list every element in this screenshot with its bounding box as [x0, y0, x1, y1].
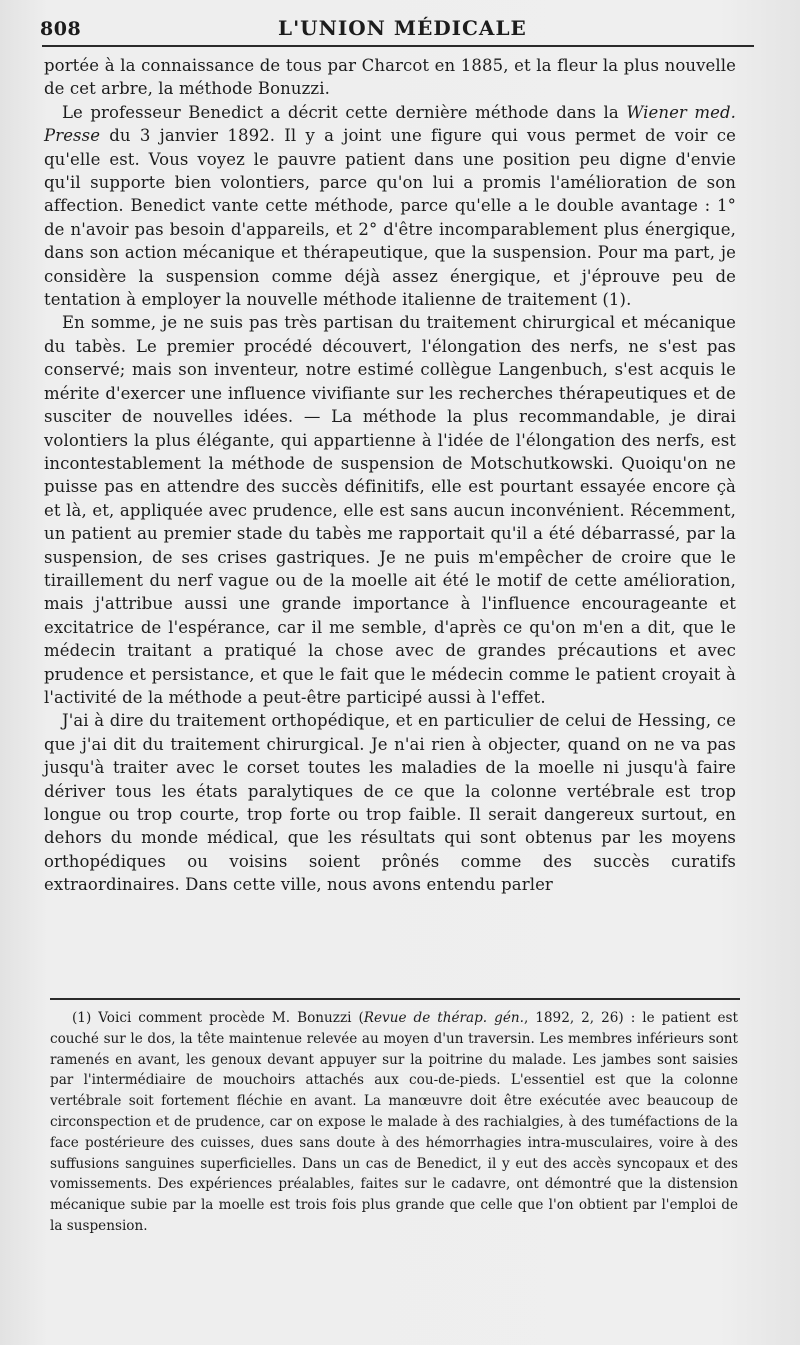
- paragraph: [44, 101, 736, 312]
- text-segment: Le professeur Benedict a décrit cette dernière méthode dans la: [62, 102, 627, 122]
- text-segment: J'ai à dire du traitement orthopédique, et en particulier de celui de Hessing, ce que j'ai dit du traitement chirurgical. Je n'ai rien à objecter, quand on ne va pas jusqu'à traiter avec le corset toutes les maladies de la moelle ni jusqu'à faire dériver tous les états paralytiques de ce que la colonne vertébrale est trop longue ou trop courte, trop forte ou trop faible. Il serait dangereux surtout, en dehors du monde médical, que les résultats qui sont obtenus par les moyens orthopédiques ou voisins soient prônés comme des succès curatifs extraordinaires. Dans cette ville, nous avons entendu parler: [44, 711, 736, 895]
- text-segment: , 1892, 2, 26) : le patient est couché sur le dos, la tête maintenue relevée au moyen d'un traversin. Les membres inférieurs sont ramenés en avant, les genoux devant appuyer sur la poitrine du malade. Les jambes sont saisies par l'intermédiaire de mouchoirs attachés aux cou-de-pieds. L'essentiel est que la colonne vertébrale soit fortement fléchie en avant. La manœuvre doit être exécutée avec beaucoup de circonspection et de prudence, car on expose le malade à des rachialgies, à des tuméfactions de la face postérieure des cuisses, dues sans doute à des hémorrhagies intra-musculaires, voire à des suffusions sanguines superficielles. Dans un cas de Benedict, il y eut des accès syncopaux et des vomissements. Des expériences préalables, faites sur le cadavre, ont démontré que la distension mécanique subie par la moelle est trois fois plus grande que celle que l'on obtient par l'emploi de la suspension.: [50, 1010, 738, 1234]
- footnote: [50, 1008, 738, 1237]
- page-header: [38, 12, 758, 46]
- text-segment: En somme, je ne suis pas très partisan du traitement chirurgical et mécanique du tabès. Le premier procédé découvert, l'élongation des nerfs, ne s'est pas conservé; mais son inventeur, notre estimé collègue Langenbuch, s'est acquis le mérite d'exercer une influence vivifiante sur les recherches thérapeutiques et de susciter de nouvelles idées. — La méthode la plus recommandable, je dirai volontiers la plus élégante, qui appartienne à l'idée de l'élongation des nerfs, est incontestablement la méthode de suspension de Motschutkowski. Quoiqu'on ne puisse pas en attendre des succès définitifs, elle est pourtant essayée encore çà et là, et, appliquée avec prudence, elle est sans aucun inconvénient. Récemment, un patient au premier stade du tabès me rapportait qu'il a été débarrassé, par la suspension, de ses crises gastriques. Je ne puis m'empêcher de croire que le tiraillement du nerf vague ou de la moelle ait été le motif de cette amélioration, mais j'attribue aussi une grande importance à l'influence encourageante et excitatrice de l'espérance, car il me semble, d'après ce qu'on m'en a dit, que le médecin traitant a pratiqué la chose avec de grandes précautions et avec prudence et persistance, et que le fait que le médecin comme le patient croyait à l'activité de la méthode a peut-être participé aussi à l'effet.: [44, 313, 736, 707]
- running-title: L'UNION MÉDICALE: [278, 16, 527, 40]
- body-text: [44, 54, 736, 897]
- text-segment: du 3 janvier 1892. Il y a joint une figure qui vous permet de voir ce qu'elle est. Vous voyez le pauvre patient dans une position peu digne d'envie qu'il supporte bien volontiers, parce qu'on lui a promis l'amélioration de son affection. Benedict vante cette méthode, parce qu'elle a le double avantage : 1° de n'avoir pas besoin d'appareils, et 2° d'être incomparablement plus énergique, dans son action mécanique et thérapeutique, que la suspension. Pour ma part, je considère la suspension comme déjà assez énergique, et j'éprouve peu de tentation à employer la nouvelle méthode italienne de traitement (1).: [44, 126, 736, 310]
- header-rule: [42, 45, 754, 47]
- footnotes: [50, 1008, 738, 1237]
- footnote-rule: [50, 998, 740, 1000]
- page-number: 808: [40, 18, 82, 40]
- paragraph: [44, 54, 736, 101]
- text-segment: portée à la connaissance de tous par Charcot en 1885, et la fleur la plus nouvelle de cet arbre, la méthode Bonuzzi.: [44, 56, 736, 99]
- paragraph: [44, 709, 736, 896]
- italic-citation: Wiener med. Presse: [44, 102, 736, 146]
- paragraph: [44, 311, 736, 709]
- text-segment: (1) Voici comment procède M. Bonuzzi (: [72, 1010, 364, 1026]
- italic-citation: Revue de thérap. gén.: [363, 1010, 524, 1026]
